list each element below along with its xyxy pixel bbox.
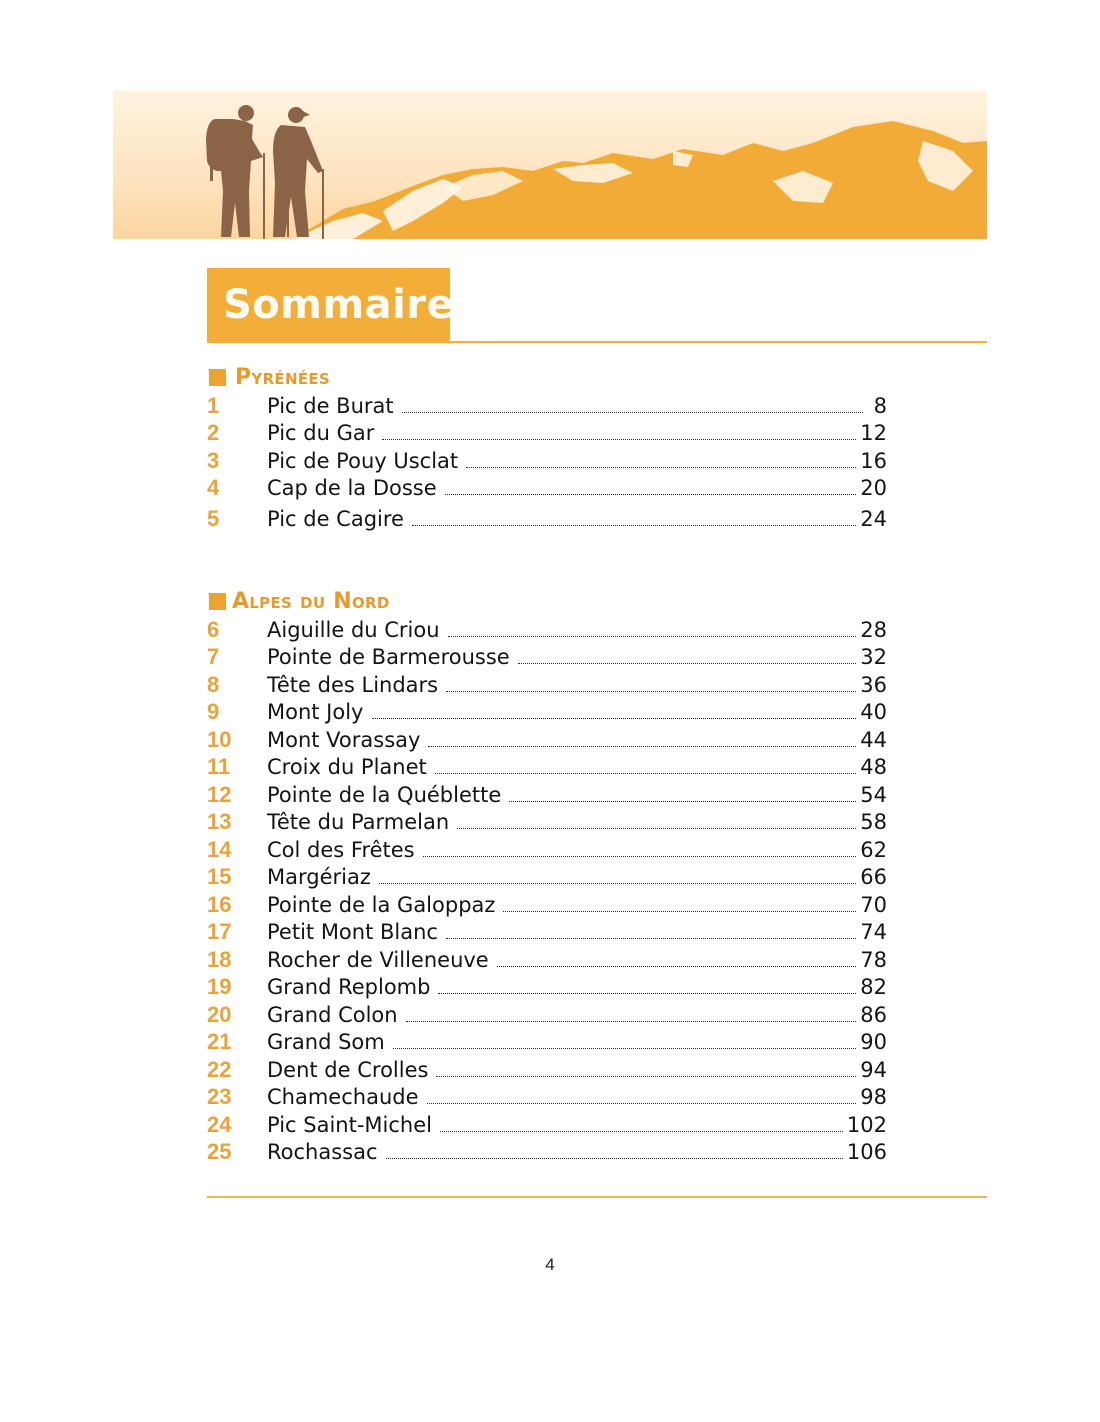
section-heading-alpes-du-nord — [209, 588, 390, 614]
entry-page: 106 — [846, 1140, 887, 1164]
toc-entry[interactable] — [207, 1112, 887, 1139]
toc-entry[interactable] — [207, 1057, 887, 1084]
entry-page: 82 — [860, 975, 887, 999]
dot-leader — [379, 882, 856, 884]
section-label: Alpes du Nord — [232, 588, 390, 614]
dot-leader — [393, 1047, 857, 1049]
entry-title: Croix du Planet — [267, 755, 427, 779]
entry-title: Mont Vorassay — [267, 728, 421, 752]
dot-leader — [503, 910, 856, 912]
entry-title: Petit Mont Blanc — [267, 920, 438, 944]
dot-leader — [440, 1130, 843, 1132]
toc-entry[interactable] — [207, 1139, 887, 1166]
dot-leader — [436, 1075, 856, 1077]
entry-page: 8 — [873, 394, 887, 418]
entry-page: 40 — [860, 700, 887, 724]
entry-page: 94 — [860, 1058, 887, 1082]
toc-entry[interactable] — [207, 919, 887, 946]
entry-number: 8 — [207, 672, 220, 697]
entry-number: 21 — [207, 1029, 232, 1054]
dot-leader — [402, 411, 863, 413]
entry-title: Pointe de la Galoppaz — [267, 893, 496, 917]
toc-entry[interactable] — [207, 1084, 887, 1111]
entry-page: 44 — [860, 728, 887, 752]
entry-page: 12 — [860, 421, 887, 445]
entry-page: 70 — [860, 893, 887, 917]
dot-leader — [423, 855, 857, 857]
entry-title: Margériaz — [267, 865, 371, 889]
entry-title: Pic Saint-Michel — [267, 1113, 432, 1137]
entry-number: 6 — [207, 617, 220, 642]
entry-page: 54 — [860, 783, 887, 807]
entry-title: Col des Frêtes — [267, 838, 415, 862]
entry-page: 62 — [860, 838, 887, 862]
entry-title: Chamechaude — [267, 1085, 419, 1109]
entry-number: 2 — [207, 420, 220, 445]
entry-number: 3 — [207, 448, 220, 473]
toc-entry[interactable] — [207, 644, 887, 671]
dot-leader — [448, 635, 857, 637]
entry-title: Pic de Cagire — [267, 507, 404, 531]
entry-page: 16 — [860, 449, 887, 473]
square-bullet-icon — [209, 593, 226, 610]
dot-leader — [497, 965, 857, 967]
entry-page: 36 — [860, 673, 887, 697]
entry-page: 78 — [860, 948, 887, 972]
dot-leader — [428, 745, 856, 747]
section-heading-pyrenees — [209, 364, 330, 390]
header-banner-illustration — [113, 91, 987, 239]
entry-title: Dent de Crolles — [267, 1058, 429, 1082]
entry-number: 9 — [207, 699, 220, 724]
dot-leader — [518, 662, 857, 664]
page-title: Sommaire — [223, 282, 455, 328]
dot-leader — [427, 1102, 857, 1104]
dot-leader — [446, 937, 856, 939]
entry-title: Rocher de Villeneuve — [267, 948, 489, 972]
dot-leader — [509, 800, 856, 802]
toc-entry[interactable] — [207, 809, 887, 836]
dot-leader — [445, 493, 857, 495]
entry-number: 4 — [207, 475, 220, 500]
section-label: Pyrénées — [235, 364, 331, 390]
entry-number: 12 — [207, 782, 232, 807]
entry-title: Grand Replomb — [267, 975, 431, 999]
entry-number: 18 — [207, 947, 232, 972]
dot-leader — [457, 827, 856, 829]
entry-number: 23 — [207, 1084, 232, 1109]
toc-entry[interactable] — [207, 782, 887, 809]
dot-leader — [446, 690, 856, 692]
toc-entry[interactable] — [207, 864, 887, 891]
page-number: 4 — [545, 1255, 555, 1274]
entry-number: 1 — [207, 393, 220, 418]
entry-number: 13 — [207, 809, 232, 834]
toc-entry[interactable] — [207, 1029, 887, 1056]
entry-title: Grand Colon — [267, 1003, 398, 1027]
dot-leader — [386, 1157, 843, 1159]
entry-title: Pointe de Barmerousse — [267, 645, 510, 669]
entry-number: 15 — [207, 864, 232, 889]
toc-entry[interactable] — [207, 699, 887, 726]
square-bullet-icon — [209, 369, 226, 386]
entry-title: Tête des Lindars — [267, 673, 439, 697]
entry-title: Mont Joly — [267, 700, 364, 724]
bottom-divider — [207, 1196, 987, 1198]
toc-entry[interactable] — [207, 837, 887, 864]
entry-page: 20 — [860, 476, 887, 500]
dot-leader — [406, 1020, 857, 1022]
entry-page: 48 — [860, 755, 887, 779]
entry-number: 24 — [207, 1112, 232, 1137]
entry-title: Tête du Parmelan — [267, 810, 450, 834]
toc-entry[interactable] — [207, 892, 887, 919]
dot-leader — [435, 772, 856, 774]
entry-page: 102 — [846, 1113, 887, 1137]
toc-entry[interactable] — [207, 617, 887, 644]
entry-number: 16 — [207, 892, 232, 917]
entry-title: Rochassac — [267, 1140, 378, 1164]
toc-entry[interactable] — [207, 974, 887, 1001]
dot-leader — [382, 438, 856, 440]
entry-number: 14 — [207, 837, 232, 862]
entry-number: 25 — [207, 1139, 232, 1164]
toc-entry[interactable] — [207, 754, 887, 781]
entry-number: 11 — [207, 754, 231, 779]
entry-page: 24 — [860, 507, 887, 531]
entry-number: 20 — [207, 1002, 232, 1027]
entry-number: 17 — [207, 919, 232, 944]
dot-leader — [438, 992, 856, 994]
entry-page: 32 — [860, 645, 887, 669]
entry-number: 5 — [207, 506, 220, 531]
dot-leader — [412, 524, 856, 526]
toc-entry[interactable] — [207, 672, 887, 699]
entry-title: Grand Som — [267, 1030, 385, 1054]
entry-page: 66 — [860, 865, 887, 889]
mountain-hikers-illustration — [113, 91, 987, 239]
entry-page: 90 — [860, 1030, 887, 1054]
entry-page: 86 — [860, 1003, 887, 1027]
toc-entry[interactable] — [207, 1002, 887, 1029]
entry-title: Aiguille du Criou — [267, 618, 440, 642]
entry-page: 58 — [860, 810, 887, 834]
toc-entry[interactable] — [207, 475, 887, 502]
toc-entry[interactable] — [207, 506, 887, 533]
toc-entry[interactable] — [207, 393, 887, 420]
toc-entry[interactable] — [207, 727, 887, 754]
entry-number: 22 — [207, 1057, 232, 1082]
toc-entry[interactable] — [207, 947, 887, 974]
toc-entry[interactable] — [207, 448, 887, 475]
entry-page: 74 — [860, 920, 887, 944]
entry-title: Pointe de la Québlette — [267, 783, 502, 807]
entry-number: 19 — [207, 974, 232, 999]
entry-number: 10 — [207, 727, 232, 752]
entry-page: 98 — [860, 1085, 887, 1109]
entry-page: 28 — [860, 618, 887, 642]
entry-number: 7 — [207, 644, 220, 669]
entry-title: Cap de la Dosse — [267, 476, 437, 500]
dot-leader — [372, 717, 857, 719]
entry-title: Pic de Pouy Usclat — [267, 449, 459, 473]
dot-leader — [466, 466, 856, 468]
page-title-box — [207, 268, 455, 343]
entry-title: Pic de Burat — [267, 394, 394, 418]
title-divider — [450, 341, 987, 343]
toc-entry[interactable] — [207, 420, 887, 447]
entry-title: Pic du Gar — [267, 421, 375, 445]
